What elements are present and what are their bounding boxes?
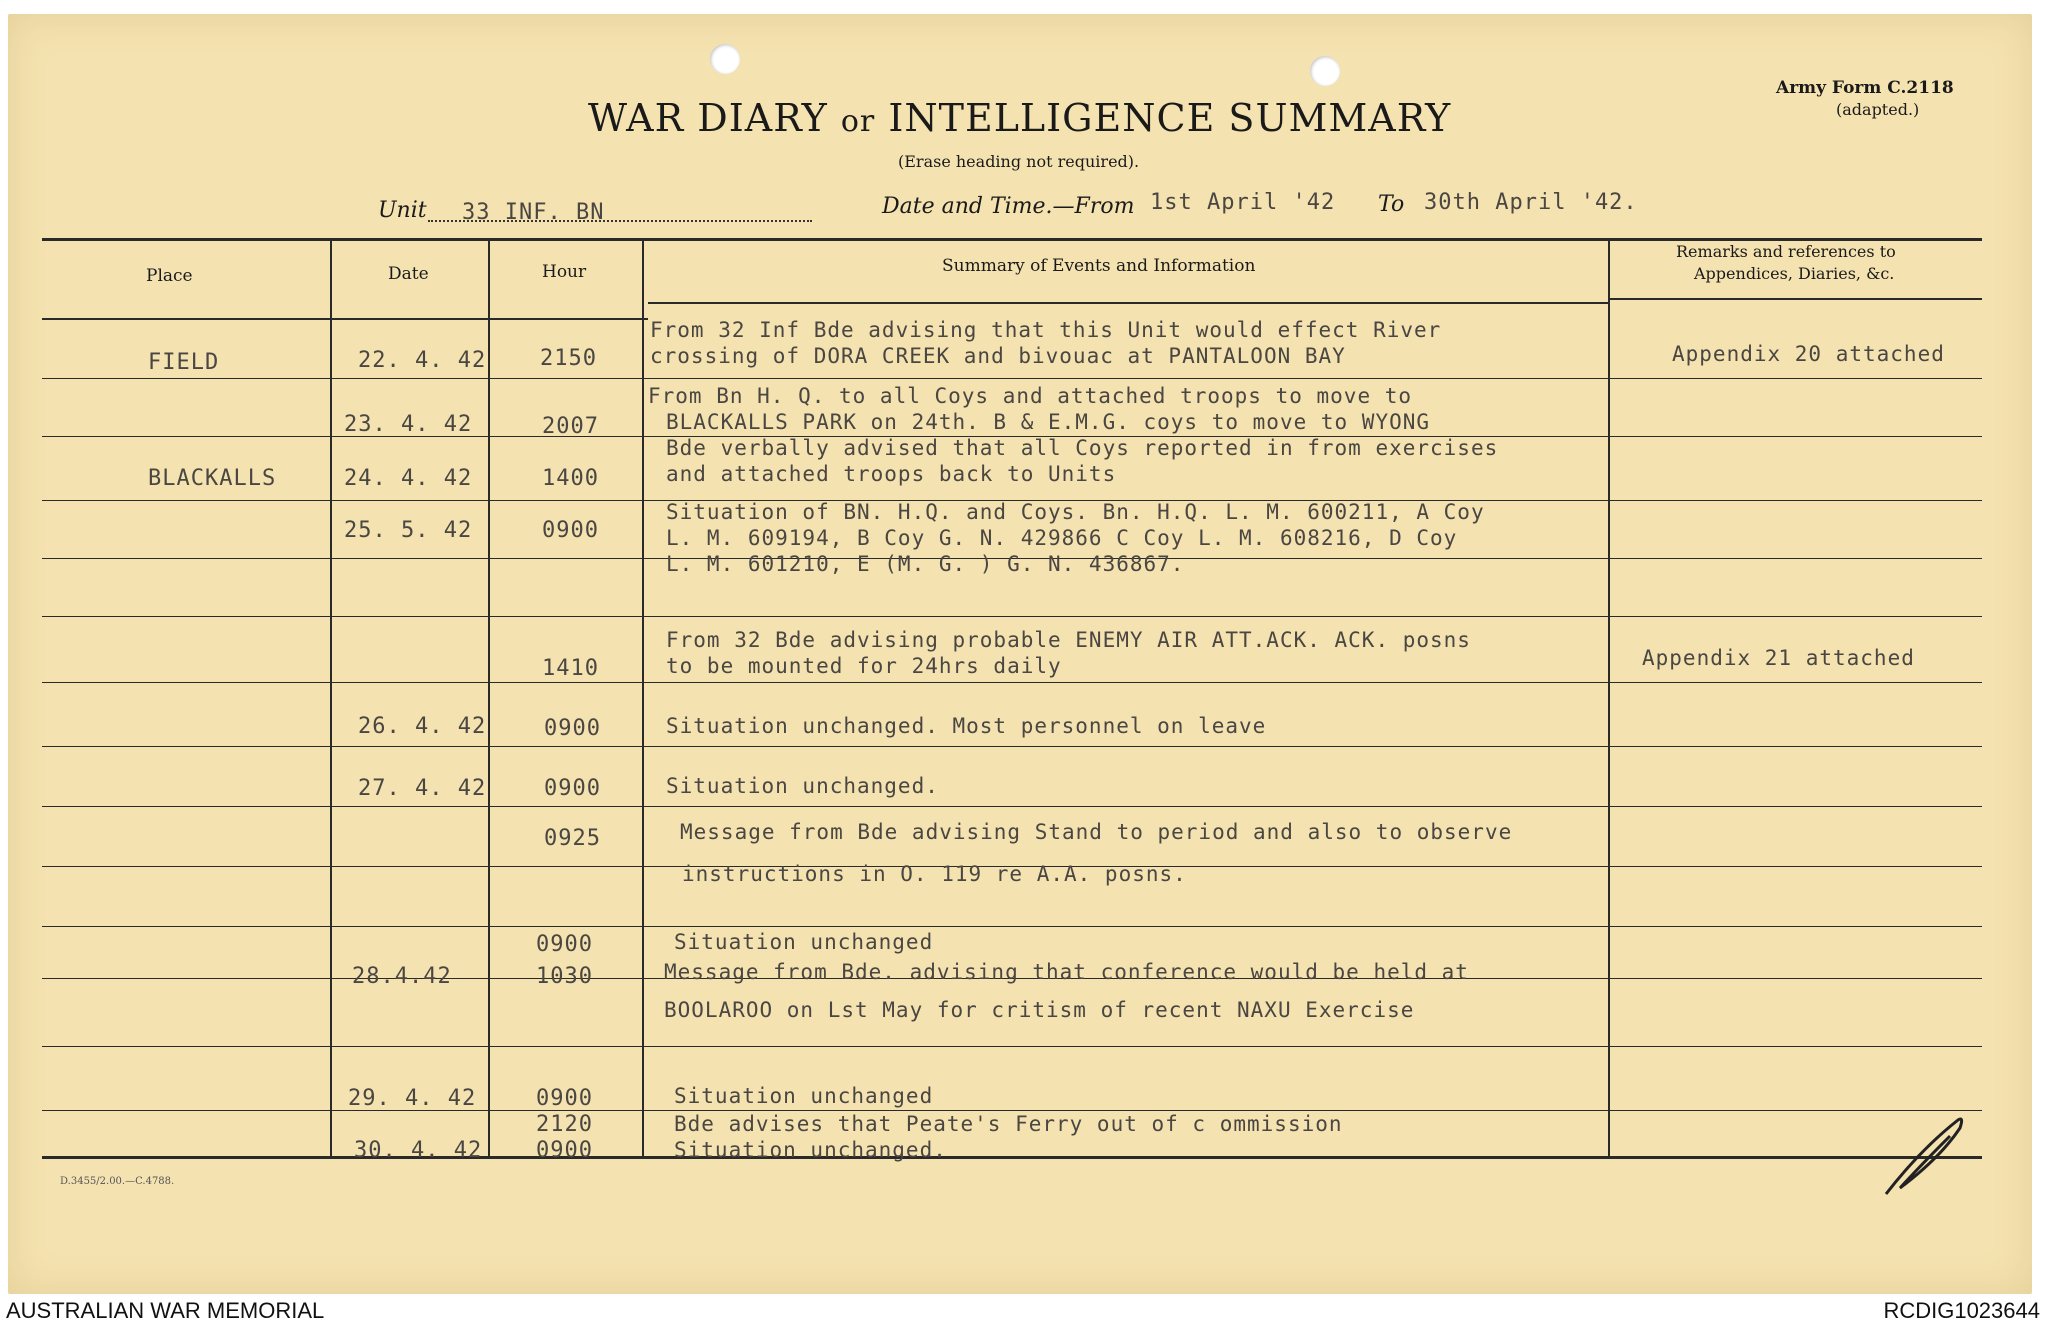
row-rule (42, 1110, 1982, 1111)
entry-hour: 0925 (544, 826, 601, 851)
from-date-value: 1st April '42 (1150, 190, 1336, 215)
row-rule (42, 926, 1982, 927)
table-top-rule (42, 238, 1982, 241)
col-divider (330, 238, 332, 1158)
col-divider (488, 238, 490, 1158)
summary-line: BOOLAROO on Lst May for critism of recent NAXU Exercise (664, 998, 1415, 1022)
entry-hour: 0900 (542, 518, 599, 543)
col-divider (1608, 238, 1610, 1158)
entry-hour: 2150 (540, 346, 597, 371)
summary-line: Situation unchanged (674, 1084, 934, 1108)
summary-line: Situation unchanged (674, 930, 934, 954)
summary-line: crossing of DORA CREEK and bivouac at PANTALOON BAY (650, 344, 1346, 368)
summary-line: Message from Bde advising Stand to period and also to observe (680, 820, 1513, 844)
summary-line: instructions in O. 119 re A.A. posns. (682, 862, 1187, 886)
summary-line: and attached troops back to Units (666, 462, 1117, 486)
summary-line: L. M. 601210, E (M. G. ) G. N. 436867. (666, 552, 1185, 576)
summary-line: Situation of BN. H.Q. and Coys. Bn. H.Q. L. M. 600211, A Coy (666, 500, 1485, 524)
col-header-summary: Summary of Events and Information (942, 256, 1256, 276)
record-id: RCDIG1023644 (1883, 1298, 2040, 1323)
entry-hour: 1400 (542, 466, 599, 491)
header-rule (648, 302, 1610, 304)
col-header-place: Place (146, 266, 193, 286)
summary-line: From 32 Bde advising probable ENEMY AIR ATT.ACK. ACK. posns (666, 628, 1471, 652)
row-rule (42, 1046, 1982, 1047)
col-header-remarks-1: Remarks and references to (1676, 242, 1896, 261)
summary-line: Message from Bde. advising that conference would be held at (664, 960, 1469, 984)
entry-hour: 0900 (544, 776, 601, 801)
date-label: Date and Time.—From (882, 194, 1135, 219)
row-rule (42, 378, 1982, 379)
erase-note: (Erase heading not required). (898, 152, 1140, 171)
entry-date: 23. 4. 42 (344, 412, 473, 437)
unit-label: Unit (378, 198, 427, 223)
punch-hole (710, 44, 740, 74)
row-rule (42, 806, 1982, 807)
entry-date: 27. 4. 42 (358, 776, 487, 801)
col-header-remarks-2: Appendices, Diaries, &c. (1694, 264, 1895, 283)
row-rule (42, 746, 1982, 747)
archive-name: AUSTRALIAN WAR MEMORIAL (6, 1298, 325, 1323)
entry-date: 26. 4. 42 (358, 714, 487, 739)
print-code: D.3455/2.00.—C.4788. (60, 1176, 175, 1187)
entry-date: 22. 4. 42 (358, 348, 487, 373)
entry-date: 29. 4. 42 (348, 1086, 477, 1111)
to-date-value: 30th April '42. (1424, 190, 1638, 215)
entry-hour: 2120 (536, 1112, 593, 1137)
summary-line: Bde verbally advised that all Coys reported in from exercises (666, 436, 1499, 460)
col-header-hour: Hour (542, 262, 587, 282)
summary-line: to be mounted for 24hrs daily (666, 654, 1062, 678)
entry-hour: 0900 (536, 1086, 593, 1111)
table-bottom-rule (42, 1156, 1982, 1159)
remark-appendix-20: Appendix 20 attached (1672, 342, 1945, 366)
place-blackalls: BLACKALLS (148, 466, 277, 491)
summary-line: Bde advises that Peate's Ferry out of c ommission (674, 1112, 1343, 1136)
punch-hole (1310, 56, 1340, 86)
entry-hour: 0900 (536, 932, 593, 957)
summary-line: From Bn H. Q. to all Coys and attached troops to move to (648, 384, 1413, 408)
page-title: WAR DIARY or INTELLIGENCE SUMMARY (588, 96, 1452, 140)
adapted-label: (adapted.) (1836, 100, 1920, 119)
summary-line: Situation unchanged. (674, 1138, 947, 1162)
col-divider (642, 238, 644, 1158)
header-rule (1610, 298, 1982, 300)
to-label: To (1378, 192, 1405, 217)
summary-line: BLACKALLS PARK on 24th. B & E.M.G. coys to move to WYONG (666, 410, 1431, 434)
entry-hour: 0900 (544, 716, 601, 741)
header-rule (42, 318, 648, 320)
entry-hour: 1030 (536, 964, 593, 989)
entry-hour: 2007 (542, 414, 599, 439)
entry-hour: 0900 (536, 1138, 593, 1163)
summary-line: Situation unchanged. (666, 774, 939, 798)
summary-line: Situation unchanged. Most personnel on leave (666, 714, 1267, 738)
summary-line: L. M. 609194, B Coy G. N. 429866 C Coy L. M. 608216, D Coy (666, 526, 1458, 550)
entry-date: 30. 4. 42 (354, 1138, 483, 1163)
remark-appendix-21: Appendix 21 attached (1642, 646, 1915, 670)
signature-mark (1880, 1110, 1970, 1200)
summary-line: From 32 Inf Bde advising that this Unit would effect River (650, 318, 1442, 342)
row-rule (42, 682, 1982, 683)
unit-value: 33 INF. BN (462, 200, 605, 225)
army-form-label: Army Form C.2118 (1776, 78, 1954, 98)
col-header-date: Date (388, 264, 429, 284)
entry-date: 25. 5. 42 (344, 518, 473, 543)
entry-date: 28.4.42 (352, 964, 452, 989)
entry-date: 24. 4. 42 (344, 466, 473, 491)
entry-hour: 1410 (542, 656, 599, 681)
row-rule (42, 616, 1982, 617)
place-field: FIELD (148, 350, 220, 375)
